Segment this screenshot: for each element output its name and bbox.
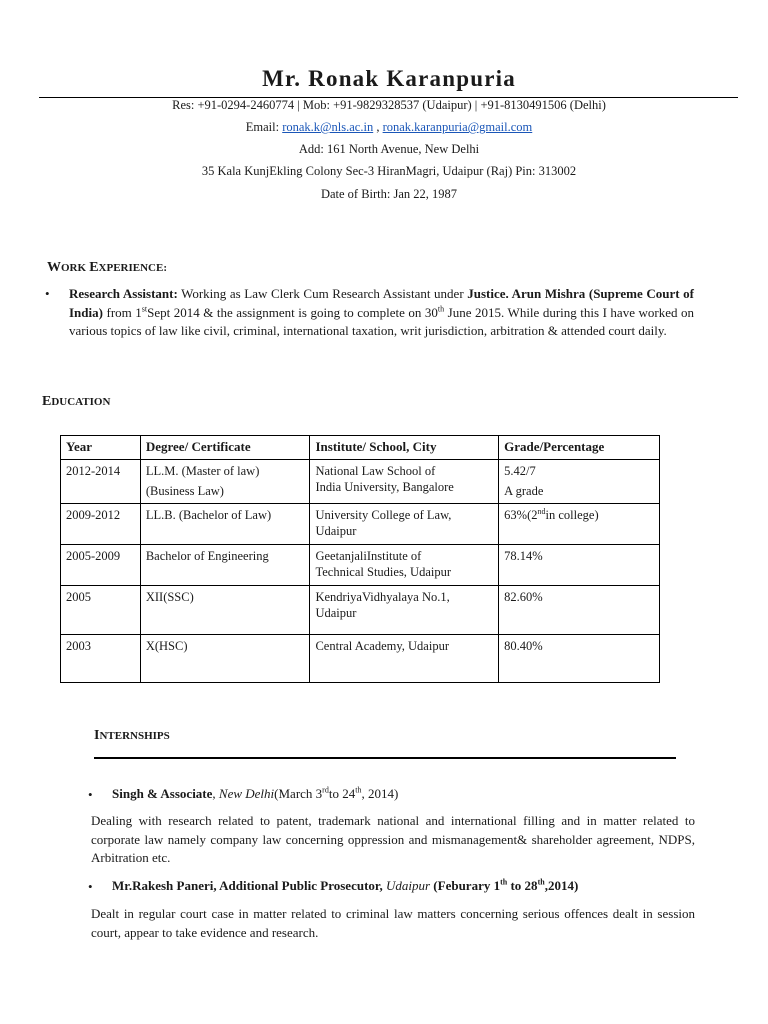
email-link-nls[interactable]: ronak.k@nls.ac.in (282, 120, 374, 134)
candidate-name: Mr. Ronak Karanpuria (262, 66, 516, 91)
column-header-grade: Grade/Percentage (499, 436, 660, 460)
internship-title: Mr.Rakesh Paneri, Additional Public Prosecutor, Udaipur (Feburary 1th to 28th,2014) (112, 877, 579, 893)
email-link-gmail[interactable]: ronak.karanpuria@gmail.com (382, 120, 533, 134)
cell-degree: LL.M. (Master of law) (Business Law) (140, 460, 310, 504)
internship-bullet: • (88, 787, 93, 802)
column-header-degree: Degree/ Certificate (140, 436, 310, 460)
cell-institute: Central Academy, Udaipur (310, 635, 499, 683)
phone-numbers: Res: +91-0294-2460774 | Mob: +91-9829328537 (Udaipur) | +91-8130491506 (Delhi) (172, 98, 606, 112)
table-row (61, 586, 660, 635)
work-experience-heading: WORK EXPERIENCE: (47, 260, 167, 275)
cell-year: 2005-2009 (61, 545, 141, 586)
cell-grade: 63%(2ndin college) (499, 504, 660, 545)
column-header-institute: Institute/ School, City (310, 436, 499, 460)
cell-year: 2009-2012 (61, 504, 141, 545)
internships-heading: INTERNSHIPS (94, 728, 170, 743)
address-udaipur: 35 Kala KunjEkling Colony Sec-3 HiranMagri, Udaipur (Raj) Pin: 313002 (201, 164, 577, 178)
cell-grade: 5.42/7 A grade (499, 460, 660, 504)
cell-institute: University College of Law, Udaipur (310, 504, 499, 545)
education-table (60, 435, 660, 683)
cell-institute: KendriyaVidhyalaya No.1, Udaipur (310, 586, 499, 635)
cell-degree: X(HSC) (140, 635, 310, 683)
work-description: Research Assistant: Working as Law Clerk Cum Research Assistant under Justice. Arun Mishra (Supreme Court of India) from 1stSept 2014 & the assignment is going to complete on 30th June 2015. While during this I have worked on various topics of law like civil, criminal, international taxation, writ jurisdiction, arbitration & attended court daily. (69, 286, 694, 338)
table-row (61, 545, 660, 586)
cell-degree: LL.B. (Bachelor of Law) (140, 504, 310, 545)
cell-grade: 78.14% (499, 545, 660, 586)
table-row (61, 460, 660, 504)
internship-title: Singh & Associate, New Delhi(March 3rdto 24th, 2014) (112, 785, 399, 801)
internship-description: Dealt in regular court case in matter related to criminal law matters concerning serious offences dealt in session court, appear to take evidence and research. (91, 906, 695, 940)
cell-degree: XII(SSC) (140, 586, 310, 635)
work-bullet: • (45, 286, 50, 301)
email-label: Email: (245, 120, 280, 134)
cell-year: 2003 (61, 635, 141, 683)
cell-institute: National Law School of India University, Bangalore (310, 460, 499, 504)
cell-year: 2005 (61, 586, 141, 635)
table-header-row (61, 436, 660, 460)
table-row (61, 504, 660, 545)
address-delhi: Add: 161 North Avenue, New Delhi (298, 142, 480, 156)
column-header-year: Year (61, 436, 141, 460)
education-heading: EDUCATION (42, 394, 111, 409)
table-row (61, 635, 660, 683)
cell-institute: GeetanjaliInstitute of Technical Studies, Udaipur (310, 545, 499, 586)
internships-rule (94, 757, 676, 759)
internship-description: Dealing with research related to patent, trademark national and international filling and in matter related to corporate law namely company law concerning oppression and mismanagement& shareholder agreement, NDPS, Arbitration etc. (91, 813, 695, 865)
email-line (0, 119, 768, 135)
email-separator: , (376, 120, 380, 134)
internship-bullet: • (88, 879, 93, 894)
cell-grade: 82.60% (499, 586, 660, 635)
cell-year: 2012-2014 (61, 460, 141, 504)
cell-grade: 80.40% (499, 635, 660, 683)
cell-degree: Bachelor of Engineering (140, 545, 310, 586)
date-of-birth: Date of Birth: Jan 22, 1987 (320, 187, 458, 201)
